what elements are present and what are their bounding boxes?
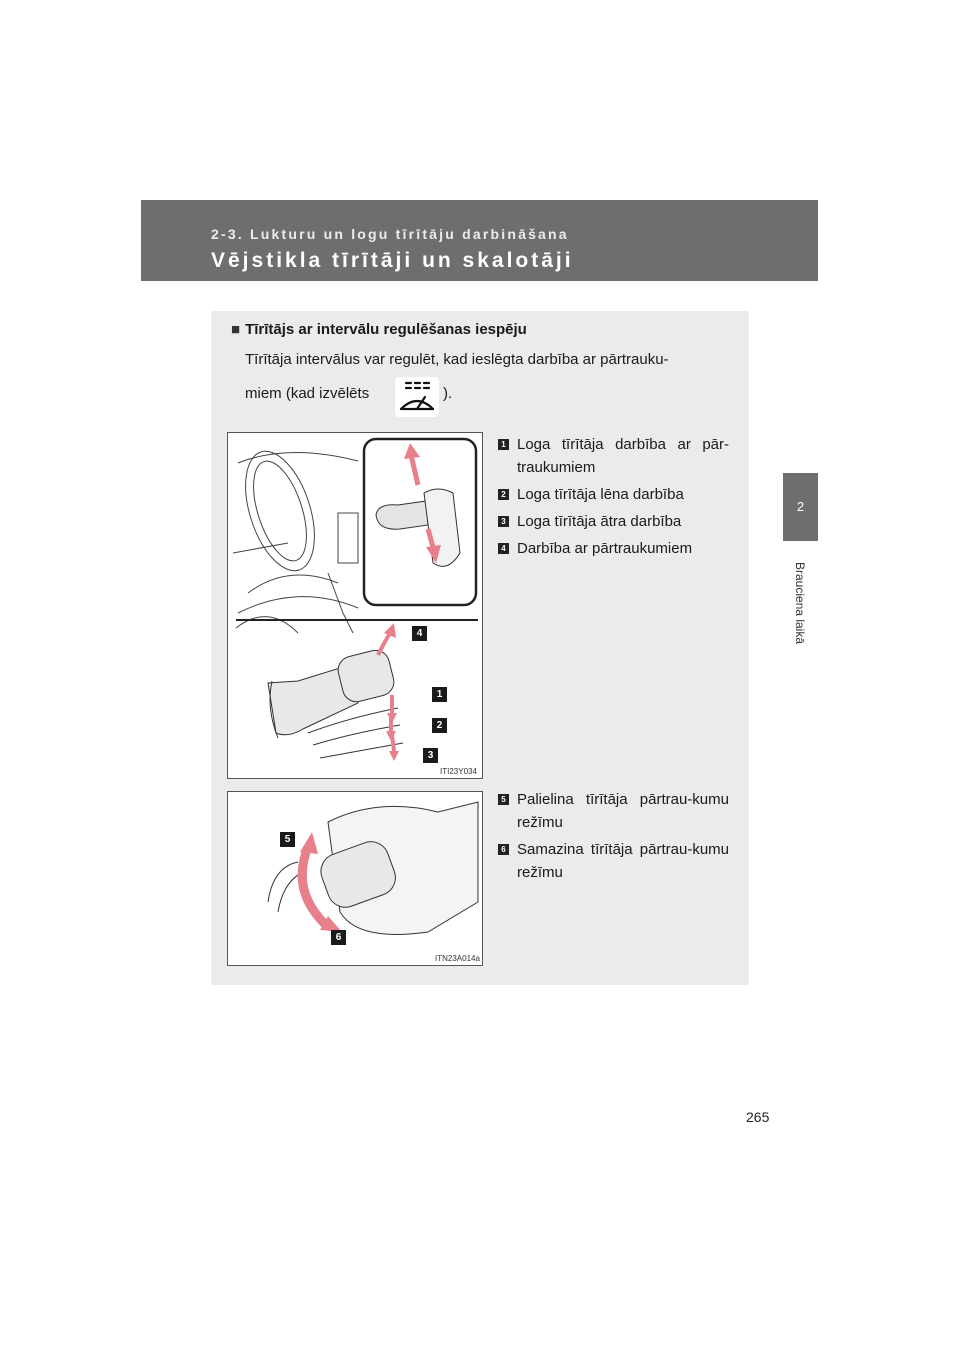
section-heading-text: Tīrītājs ar intervālu regulēšanas iespēju (245, 321, 527, 338)
callout-2: 2 (432, 718, 447, 733)
figure-wiper-lever-positions (227, 432, 483, 779)
page-number: 265 (746, 1109, 770, 1125)
item-number-badge: 5 (498, 794, 509, 805)
chapter-label-text: Brauciena laikā (793, 561, 807, 645)
item-text: Samazina tīrītāja pārtrau-kumu režīmu (517, 841, 729, 881)
list-item (497, 537, 729, 560)
callout-3: 3 (423, 748, 438, 763)
callout-6: 6 (331, 930, 346, 945)
figure-code: ITN23A014a (435, 954, 480, 963)
figure2-legend (497, 788, 729, 888)
callout-4: 4 (412, 626, 427, 641)
item-number-badge: 6 (498, 844, 509, 855)
item-number-badge: 3 (498, 516, 509, 527)
item-text: Loga tīrītāja darbība ar pār-traukumiem (517, 436, 729, 476)
item-text: Darbība ar pārtraukumiem (517, 540, 693, 557)
list-item (497, 510, 729, 533)
figure-code: ITI23Y034 (440, 767, 477, 776)
figure1-legend (497, 433, 729, 564)
callout-5: 5 (280, 832, 295, 847)
item-number-badge: 4 (498, 543, 509, 554)
intro-line-2: miem (kad izvēlēts (245, 385, 370, 402)
square-bullet-icon: ■ (231, 321, 241, 338)
section-heading (231, 321, 527, 338)
item-text: Loga tīrītāja lēna darbība (517, 486, 684, 503)
intermittent-wiper-icon (395, 377, 439, 417)
item-text: Palielina tīrītāja pārtrau-kumu režīmu (517, 791, 729, 831)
item-number-badge: 2 (498, 489, 509, 500)
figure-interval-ring (227, 791, 483, 966)
intro-line-1: Tīrītāja intervālus var regulēt, kad ieslēgta darbība ar pārtrauku- (245, 351, 669, 368)
item-text: Loga tīrītāja ātra darbība (517, 513, 682, 530)
intro-end: ). (443, 385, 453, 402)
list-item (497, 483, 729, 506)
item-number-badge: 1 (498, 439, 509, 450)
list-item (497, 433, 729, 479)
list-item (497, 838, 729, 884)
section-label: 2-3. Lukturu un logu tīrītāju darbināšana (211, 226, 569, 242)
interval-ring-illustration (228, 792, 484, 967)
chapter-tab: 2 (783, 473, 818, 541)
callout-1: 1 (432, 687, 447, 702)
list-item (497, 788, 729, 834)
page-title: Vējstikla tīrītāji un skalotāji (211, 249, 574, 272)
chapter-label (772, 548, 828, 658)
